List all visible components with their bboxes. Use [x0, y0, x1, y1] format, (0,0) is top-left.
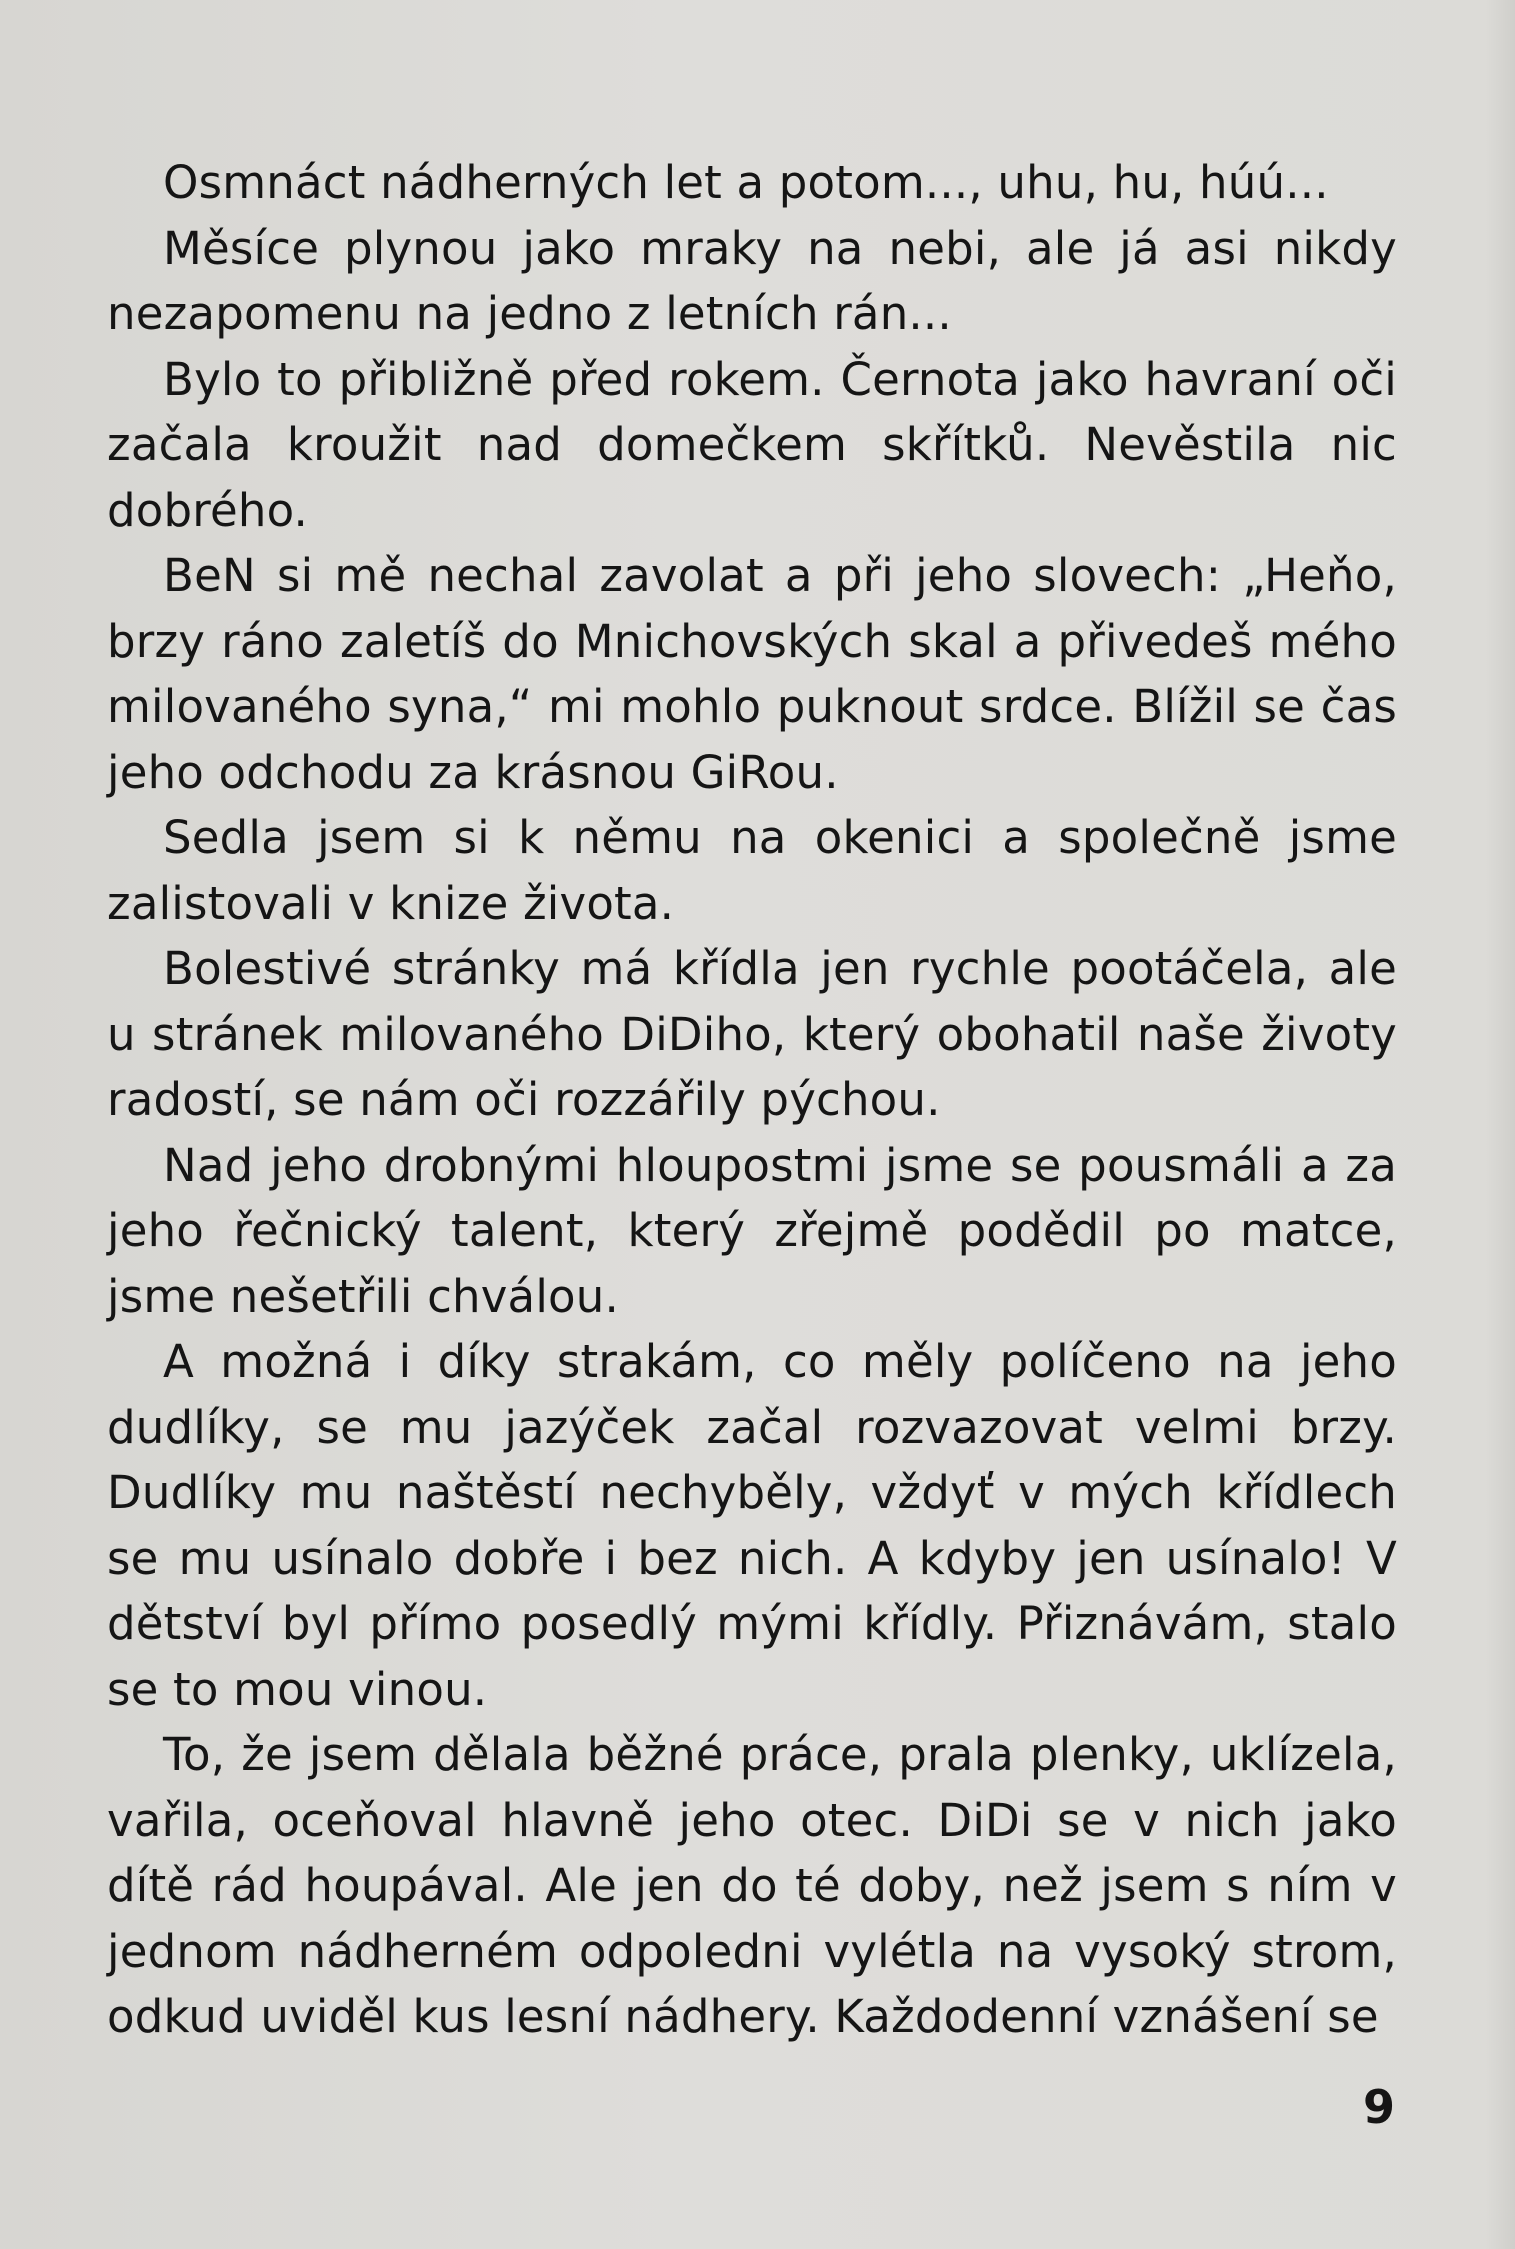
page-text [107, 150, 1397, 2050]
paragraph-9: To, že jsem dělala běžné práce, prala plenky, uklízela, vařila, oceňoval hlavně jeho otec. DiDi se v nich jako dítě rád houpával. Ale jen do té doby, než jsem s ním v jednom nádherném odpoledni vylétla na vysoký strom, odkud uviděl kus lesní nádhery. Každodenní vznášení se [107, 1728, 1397, 2043]
page-edge-shadow [1485, 0, 1515, 2249]
paragraph-1: Osmnáct nádherných let a potom..., uhu, hu, húú... [163, 156, 1329, 209]
paragraph-6: Bolestivé stránky má křídla jen rychle pootáčela, ale u stránek milovaného DiDiho, který obohatil naše životy radostí, se nám oči rozzářily pýchou. [107, 942, 1397, 1126]
paragraph-4: BeN si mě nechal zavolat a při jeho slovech: „Heňo, brzy ráno zaletíš do Mnichovských skal a přivedeš mého milovaného syna,“ mi mohlo puknout srdce. Blížil se čas jeho odchodu za krásnou GiRou. [107, 549, 1397, 799]
paragraph-7: Nad jeho drobnými hloupostmi jsme se pousmáli a za jeho řečnický talent, který zřejmě podědil po matce, jsme nešetřili chválou. [107, 1138, 1397, 1323]
page-number: 9 [1362, 2080, 1395, 2134]
paragraph-8: A možná i díky strakám, co měly políčeno na jeho dudlíky, se mu jazýček začal rozvazovat velmi brzy. Dudlíky mu naštěstí nechyběly, vždyť v mých křídlech se mu usínalo dobře i bez nich. A kdyby jen usínalo! V dětství byl přímo posedlý mými křídly. Přiznávám, stalo se to mou vinou. [107, 1335, 1397, 1716]
paragraph-2: Měsíce plynou jako mraky na nebi, ale já asi nikdy nezapomenu na jedno z letních rán... [107, 221, 1397, 340]
paragraph-3: Bylo to přibližně před rokem. Černota jako havraní oči začala kroužit nad domečkem skřítků. Nevěstila nic dobrého. [107, 352, 1397, 537]
paragraph-5: Sedla jsem si k němu na okenici a společně jsme zalistovali v knize života. [107, 811, 1397, 930]
